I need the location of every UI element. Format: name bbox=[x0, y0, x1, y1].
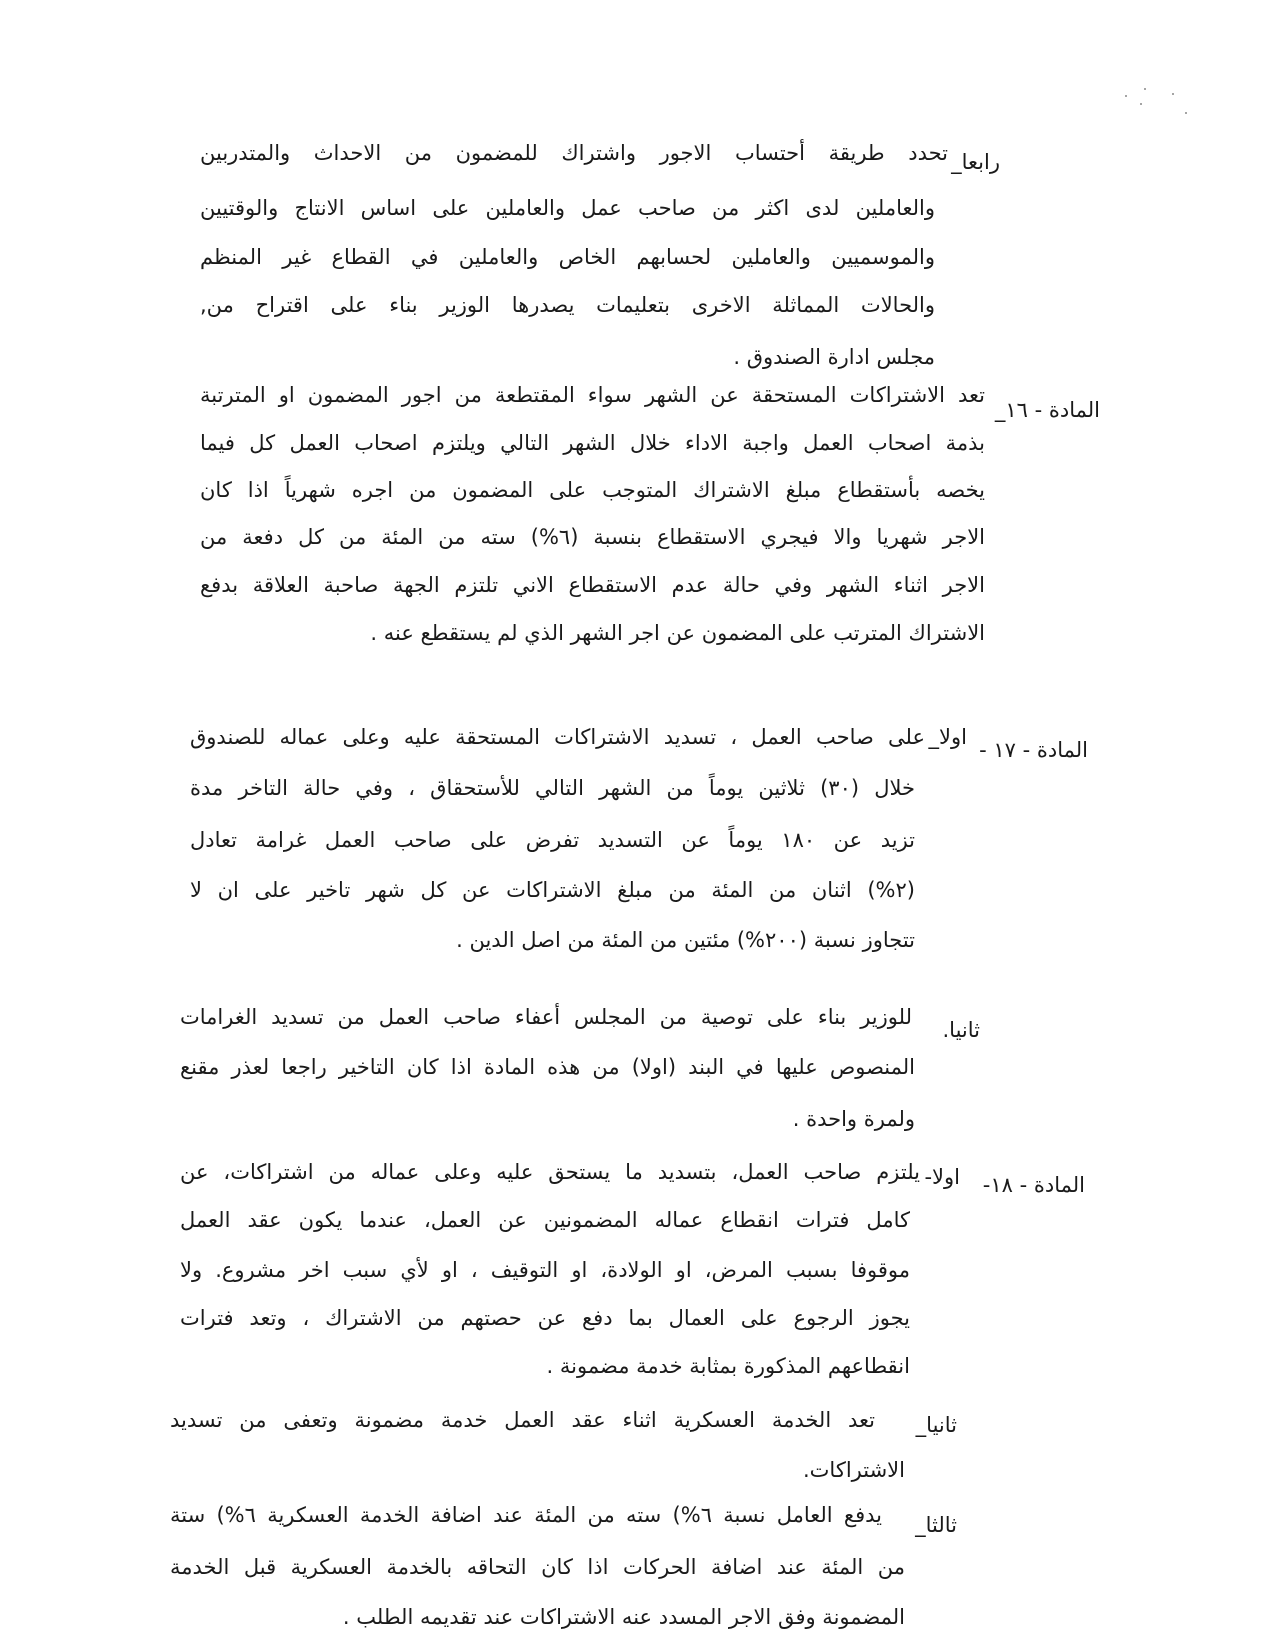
scan-speck bbox=[1140, 103, 1142, 105]
article-18-clause-2-marker: ثانيا_ bbox=[915, 1413, 957, 1437]
article-17-clause-2-line-2: المنصوص عليها في البند (اولا) من هذه المادة اذا كان التاخير راجعا لعذر مقنع bbox=[180, 1055, 915, 1079]
rabian-line-4: والحالات المماثلة الاخرى بتعليمات يصدرها الوزير بناء على اقتراح من, bbox=[200, 293, 935, 317]
article-17-clause-2-line-1: للوزير بناء على توصية من المجلس أعفاء صاحب العمل من تسديد الغرامات bbox=[180, 1005, 912, 1029]
rabian-line-2: والعاملين لدى اكثر من صاحب عمل والعاملين على اساس الانتاج والوقتيين bbox=[200, 196, 935, 220]
article-17-clause-2-marker: ثانيا. bbox=[942, 1018, 980, 1042]
article-18-clause-3-line-1: يدفع العامل نسبة ٦%) سته من المئة عند اضافة الخدمة العسكرية ٦%) ستة bbox=[170, 1503, 882, 1527]
article-16-line-2: بذمة اصحاب العمل واجبة الاداء خلال الشهر التالي ويلتزم اصحاب العمل كل فيما bbox=[200, 431, 985, 455]
article-17-heading: المادة - ١٧ - bbox=[979, 738, 1088, 762]
article-18-clause-1-line-2: كامل فترات انقطاع عماله المضمونين عن العمل، عندما يكون عقد العمل bbox=[180, 1208, 910, 1232]
article-16-line-1: تعد الاشتراكات المستحقة عن الشهر سواء المقتطعة من اجور المضمون او المترتبة bbox=[200, 383, 985, 407]
article-18-clause-1-line-3: موقوفا بسبب المرض، او الولادة، او التوقيف ، او لأي سبب اخر مشروع. ولا bbox=[180, 1258, 910, 1282]
article-16-line-3: يخصه بأستقطاع مبلغ الاشتراك المتوجب على المضمون من اجره شهرياً اذا كان bbox=[200, 478, 985, 502]
rabian-line-5: مجلس ادارة الصندوق . bbox=[733, 345, 935, 369]
article-18-clause-3-line-2: من المئة عند اضافة الحركات اذا كان التحاقه بالخدمة العسكرية قبل الخدمة bbox=[170, 1555, 905, 1579]
article-16-line-5: الاجر اثناء الشهر وفي حالة عدم الاستقطاع الاني تلتزم الجهة صاحبة العلاقة بدفع bbox=[200, 573, 985, 597]
rabian-line-1: تحدد طريقة أحتساب الاجور واشتراك للمضمون من الاحداث والمتدربين bbox=[200, 141, 948, 165]
article-18-clause-2-line-2: الاشتراكات. bbox=[802, 1458, 905, 1482]
scan-speck bbox=[1144, 88, 1146, 90]
article-18-clause-1-line-5: انقطاعهم المذكورة بمثابة خدمة مضمونة . bbox=[546, 1354, 910, 1378]
article-18-clause-3-line-3: المضمونة وفق الاجر المسدد عنه الاشتراكات عند تقديمه الطلب . bbox=[342, 1605, 905, 1629]
article-17-clause-1-line-1: على صاحب العمل ، تسديد الاشتراكات المستحقة عليه وعلى عماله للصندوق bbox=[190, 725, 925, 749]
article-18-clause-1-line-4: يجوز الرجوع على العمال بما دفع عن حصتهم من الاشتراك ، وتعد فترات bbox=[180, 1306, 910, 1330]
article-17-clause-1-line-2: خلال (٣٠) ثلاثين يوماً من الشهر التالي للأستحقاق ، وفي حالة التاخر مدة bbox=[190, 776, 915, 800]
article-18-clause-2-line-1: تعد الخدمة العسكرية اثناء عقد العمل خدمة مضمونة وتعفى من تسديد bbox=[170, 1408, 875, 1432]
article-17-clause-1-line-3: تزيد عن ١٨٠ يوماً عن التسديد تفرض على صاحب العمل غرامة تعادل bbox=[190, 828, 915, 852]
rabian-line-3: والموسميين والعاملين لحسابهم الخاص والعاملين في القطاع غير المنظم bbox=[200, 245, 935, 269]
clause-marker-rabian: رابعا_ bbox=[951, 150, 1000, 174]
article-16-line-4: الاجر شهريا والا فيجري الاستقطاع بنسبة (٦%) سته من المئة من كل دفعة من bbox=[200, 525, 985, 549]
article-18-clause-1-marker: اولا- bbox=[924, 1165, 960, 1189]
article-16-heading: المادة - ١٦_ bbox=[994, 398, 1100, 422]
scan-speck bbox=[1172, 93, 1174, 95]
article-17-clause-1-marker: اولا_ bbox=[928, 725, 967, 749]
article-17-clause-2-line-3: ولمرة واحدة . bbox=[792, 1107, 915, 1131]
scan-speck bbox=[1185, 112, 1187, 114]
article-17-clause-1-line-5: تتجاوز نسبة (٢٠٠%) مئتين من المئة من اصل الدين . bbox=[456, 928, 915, 952]
article-18-clause-1-line-1: يلتزم صاحب العمل، بتسديد ما يستحق عليه وعلى عماله من اشتراكات، عن bbox=[180, 1160, 920, 1184]
article-18-clause-3-marker: ثالثا_ bbox=[915, 1513, 957, 1537]
article-17-clause-1-line-4: (٢%) اثنان من المئة من مبلغ الاشتراكات عن كل شهر تاخير على ان لا bbox=[190, 878, 915, 902]
scan-speck bbox=[1125, 95, 1127, 97]
article-16-line-6: الاشتراك المترتب على المضمون عن اجر الشهر الذي لم يستقطع عنه . bbox=[370, 621, 985, 645]
article-18-heading: المادة - ١٨- bbox=[982, 1173, 1085, 1197]
